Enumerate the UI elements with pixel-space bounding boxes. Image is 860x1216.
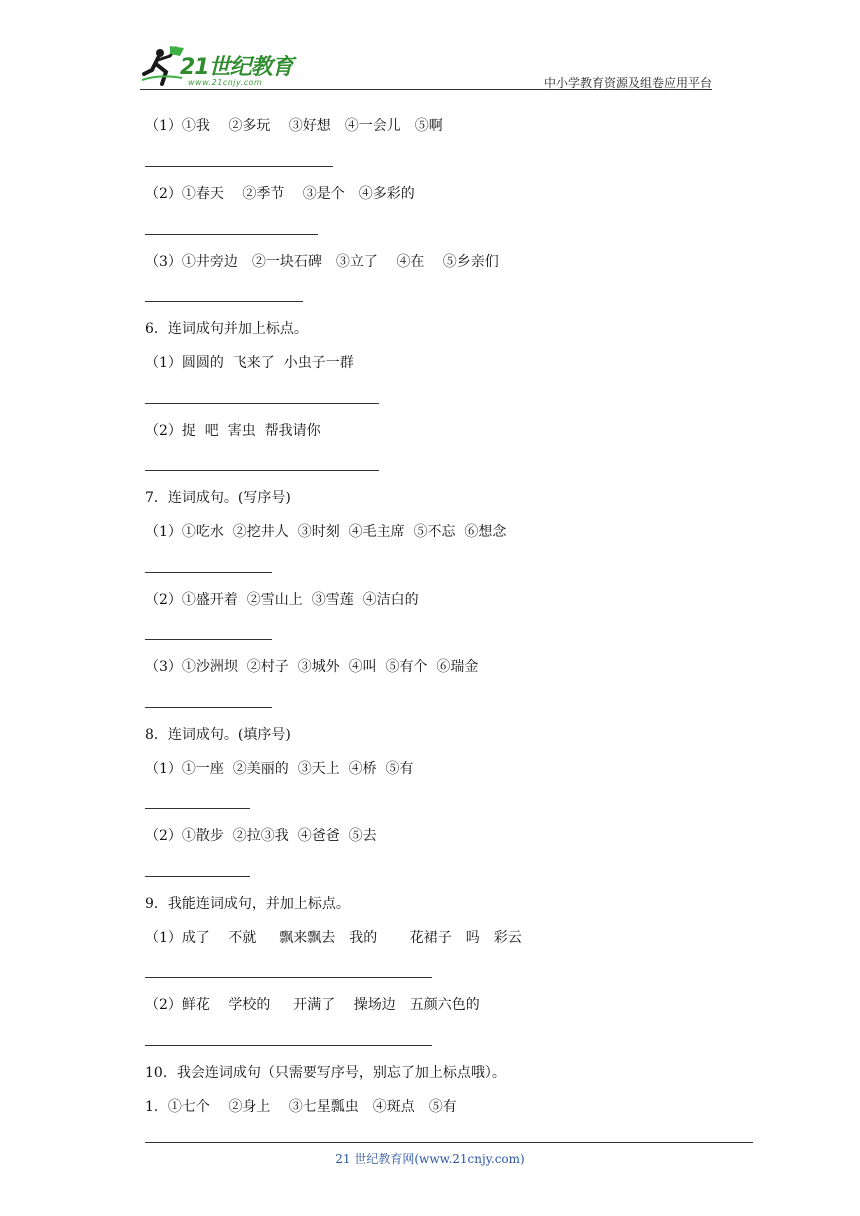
question-7-item-1: （1）①吃水 ②挖井人 ③时刻 ④毛主席 ⑤不忘 ⑥想念 <box>145 524 507 540</box>
header-divider <box>140 89 712 90</box>
question-9-item-2: （2）鲜花 学校的 开满了 操场边 五颜六色的 <box>145 997 480 1013</box>
footer-divider <box>145 1142 753 1143</box>
answer-blank[interactable] <box>145 707 272 708</box>
logo-url: www.21cnjy.com <box>188 78 263 87</box>
answer-blank[interactable] <box>145 301 303 302</box>
header-tagline: 中小学教育资源及组卷应用平台 <box>543 76 712 90</box>
question-6-item-2: （2）捉 吧 害虫 帮我请你 <box>145 423 321 439</box>
answer-blank[interactable] <box>145 977 432 978</box>
answer-blank[interactable] <box>145 808 250 809</box>
question-10-heading: 10．我会连词成句（只需要写序号，别忘了加上标点哦）。 <box>145 1065 506 1081</box>
exercise-5-item-1: （1）①我 ②多玩 ③好想 ④一会儿 ⑤啊 <box>145 118 443 134</box>
question-8-item-2: （2）①散步 ②拉③我 ④爸爸 ⑤去 <box>145 828 377 844</box>
question-6-item-1: （1）圆圆的 飞来了 小虫子一群 <box>145 355 354 371</box>
page-header <box>140 40 712 90</box>
exercise-5-item-3: （3）①井旁边 ②一块石碑 ③立了 ④在 ⑤乡亲们 <box>145 254 499 270</box>
exercise-5-item-2: （2）①春天 ②季节 ③是个 ④多彩的 <box>145 186 415 202</box>
question-9-heading: 9．我能连词成句，并加上标点。 <box>145 896 350 912</box>
question-6-heading: 6．连词成句并加上标点。 <box>145 321 308 337</box>
site-logo <box>140 44 320 90</box>
logo-wordmark: 21世纪教育 <box>180 55 293 80</box>
answer-blank[interactable] <box>145 403 379 404</box>
question-10-item-1: 1．①七个 ②身上 ③七星瓢虫 ④斑点 ⑤有 <box>145 1099 457 1115</box>
answer-blank[interactable] <box>145 470 379 471</box>
answer-blank[interactable] <box>145 1045 432 1046</box>
question-7-item-3: （3）①沙洲坝 ②村子 ③城外 ④叫 ⑤有个 ⑥瑞金 <box>145 659 479 675</box>
answer-blank[interactable] <box>145 572 272 573</box>
answer-blank[interactable] <box>145 166 333 167</box>
answer-blank[interactable] <box>145 639 272 640</box>
question-8-heading: 8．连词成句。(填序号) <box>145 727 291 743</box>
question-7-heading: 7．连词成句。(写序号) <box>145 490 291 506</box>
page-footer: 21 世纪教育网(www.21cnjy.com) <box>335 1152 525 1166</box>
question-8-item-1: （1）①一座 ②美丽的 ③天上 ④桥 ⑤有 <box>145 761 414 777</box>
answer-blank[interactable] <box>145 876 250 877</box>
answer-blank[interactable] <box>145 234 318 235</box>
question-7-item-2: （2）①盛开着 ②雪山上 ③雪莲 ④洁白的 <box>145 592 419 608</box>
question-9-item-1: （1）成了 不就 飘来飘去 我的 花裙子 吗 彩云 <box>145 930 522 946</box>
